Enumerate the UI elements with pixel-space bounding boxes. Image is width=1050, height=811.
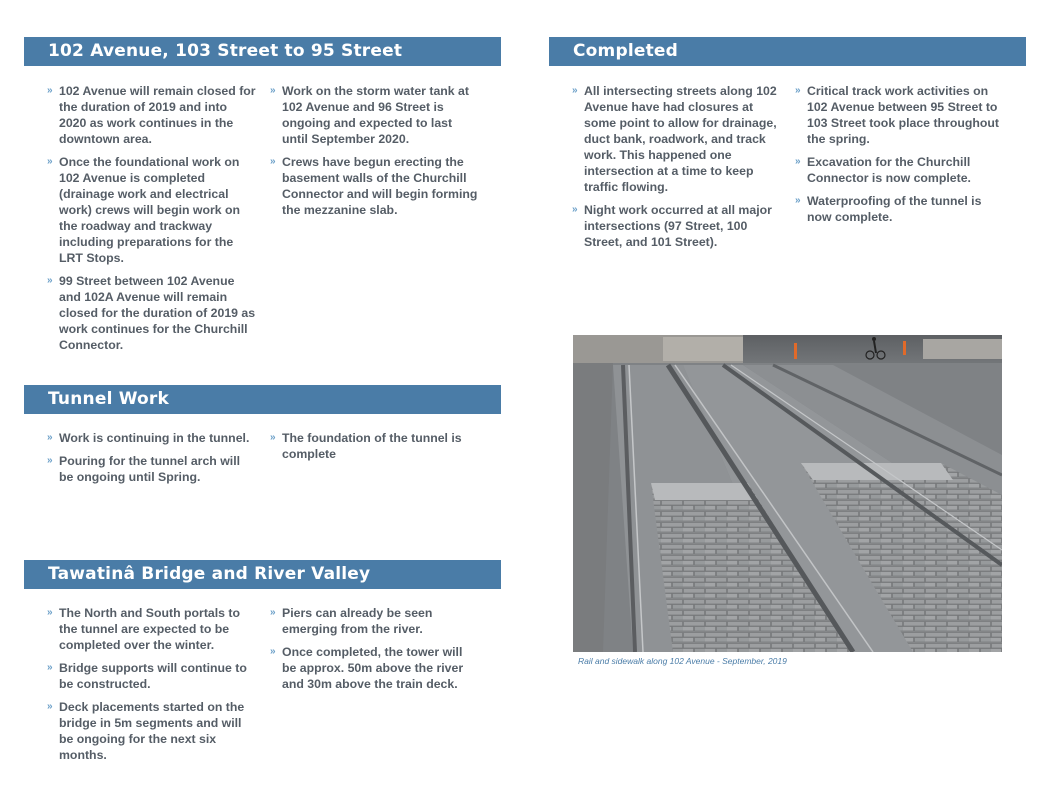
bullet-text: Critical track work activities on 102 Avenue between 95 Street to 103 Street took place throughout the spring.	[807, 84, 999, 146]
section-title-completed: Completed	[549, 37, 1026, 66]
photo-caption: Rail and sidewalk along 102 Avenue - September, 2019	[578, 656, 787, 666]
bullet-item	[47, 605, 257, 653]
bullet-icon: »	[47, 432, 53, 443]
section-title-tawatina-bridge: Tawatinâ Bridge and River Valley	[24, 560, 501, 589]
bullet-item	[795, 154, 1007, 186]
bullet-icon: »	[47, 156, 53, 167]
bullet-item	[47, 83, 257, 147]
bullet-text: Once completed, the tower will be approx. 50m above the river and 30m above the train deck.	[282, 645, 464, 691]
bullet-icon: »	[572, 204, 578, 215]
bullet-item	[572, 83, 784, 195]
bullet-icon: »	[572, 85, 578, 96]
bullet-item	[47, 430, 257, 446]
completed-left-column	[572, 83, 784, 257]
completed-right-column	[795, 83, 1007, 232]
tunnel-left-column	[47, 430, 257, 492]
bullet-item	[795, 193, 1007, 225]
bullet-text: Work is continuing in the tunnel.	[59, 431, 250, 445]
bullet-text: 102 Avenue will remain closed for the duration of 2019 and into 2020 as work continues in the downtown area.	[59, 84, 256, 146]
bullet-icon: »	[47, 607, 53, 618]
bullet-icon: »	[47, 455, 53, 466]
bullet-text: Excavation for the Churchill Connector is now complete.	[807, 155, 971, 185]
bullet-text: Work on the storm water tank at 102 Avenue and 96 Street is ongoing and expected to last until September 2020.	[282, 84, 469, 146]
section-102-right-column	[270, 83, 480, 225]
bullet-text: The foundation of the tunnel is complete	[282, 431, 462, 461]
bullet-text: The North and South portals to the tunnel are expected to be completed over the winter.	[59, 606, 241, 652]
bullet-item	[270, 83, 480, 147]
bridge-right-column	[270, 605, 480, 699]
bullet-item	[572, 202, 784, 250]
bullet-icon: »	[47, 85, 53, 96]
bullet-item	[270, 154, 480, 218]
bullet-text: Crews have begun erecting the basement walls of the Churchill Connector and will begin forming the mezzanine slab.	[282, 155, 478, 217]
bullet-text: Bridge supports will continue to be constructed.	[59, 661, 247, 691]
bullet-text: 99 Street between 102 Avenue and 102A Avenue will remain closed for the duration of 2019 as work continues for the Churchill Connector.	[59, 274, 256, 352]
bullet-icon: »	[270, 156, 276, 167]
section-title-tunnel-work: Tunnel Work	[24, 385, 501, 414]
bullet-icon: »	[270, 607, 276, 618]
section-102-left-column	[47, 83, 257, 360]
rail-sidewalk-photo	[573, 335, 1002, 652]
bullet-item	[270, 430, 480, 462]
section-title-102-avenue: 102 Avenue, 103 Street to 95 Street	[24, 37, 501, 66]
bridge-left-column	[47, 605, 257, 770]
bullet-icon: »	[270, 432, 276, 443]
bullet-icon: »	[270, 85, 276, 96]
bullet-icon: »	[795, 195, 801, 206]
bullet-item	[270, 605, 480, 637]
bullet-item	[47, 154, 257, 266]
bullet-text: Waterproofing of the tunnel is now complete.	[807, 194, 982, 224]
bullet-text: Piers can already be seen emerging from the river.	[282, 606, 433, 636]
bullet-item	[47, 273, 257, 353]
bullet-item	[47, 660, 257, 692]
bullet-icon: »	[47, 275, 53, 286]
bullet-item	[47, 453, 257, 485]
bullet-icon: »	[270, 646, 276, 657]
bullet-item	[795, 83, 1007, 147]
bullet-item	[270, 644, 480, 692]
bullet-text: All intersecting streets along 102 Avenue have had closures at some point to allow for drainage, duct bank, roadwork, and track work. This happened one intersection at a time to keep traffic flowing.	[584, 84, 777, 194]
bullet-text: Once the foundational work on 102 Avenue is completed (drainage work and electrical work) crews will begin work on the roadway and trackway including preparations for the LRT Stops.	[59, 155, 241, 265]
bullet-icon: »	[47, 701, 53, 712]
bullet-text: Deck placements started on the bridge in 5m segments and will be ongoing for the next six months.	[59, 700, 245, 762]
bullet-item	[47, 699, 257, 763]
bullet-icon: »	[47, 662, 53, 673]
bullet-icon: »	[795, 85, 801, 96]
bullet-text: Night work occurred at all major intersections (97 Street, 100 Street, and 101 Street).	[584, 203, 772, 249]
bullet-icon: »	[795, 156, 801, 167]
bullet-text: Pouring for the tunnel arch will be ongoing until Spring.	[59, 454, 241, 484]
tunnel-right-column	[270, 430, 480, 469]
